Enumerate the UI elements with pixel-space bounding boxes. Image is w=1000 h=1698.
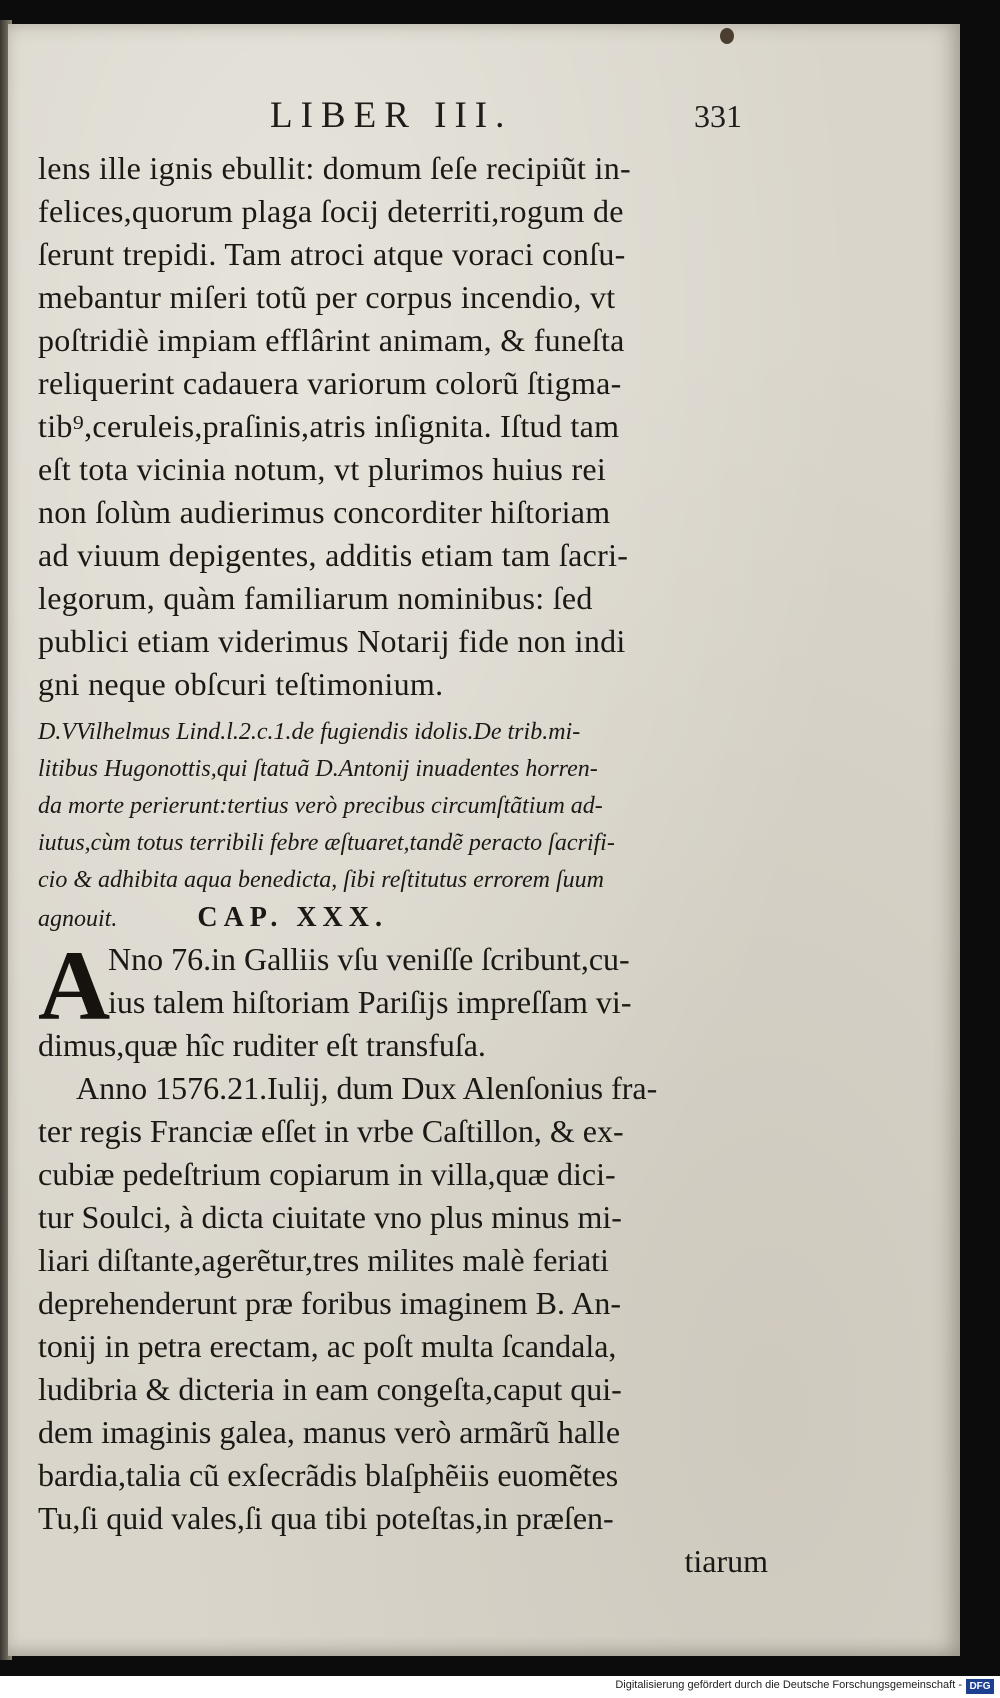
text-line: ludibria & dicteria in eam congeſta,caput qui- xyxy=(38,1371,622,1407)
summary-line: da morte perierunt:tertius verò precibus circumſtãtium ad- xyxy=(38,793,603,819)
text-line: tonij in petra erectam, ac poſt multa ſcandala, xyxy=(38,1328,617,1364)
text-line: tib⁹,ceruleis,praſinis,atris inſignita. Iſtud tam xyxy=(38,408,620,444)
dfg-logo: DFG xyxy=(966,1679,994,1694)
paragraph-3 xyxy=(38,1067,778,1583)
chapter-summary xyxy=(38,714,778,936)
text-line: Tu,ſi quid vales,ſi qua tibi poteſtas,in præſen- xyxy=(38,1500,614,1536)
text-line: ſerunt trepidi. Tam atroci atque voraci conſu- xyxy=(38,236,626,272)
text-line: dimus,quæ hîc ruditer eſt transfuſa. xyxy=(38,1027,486,1063)
text-line: ad viuum depigentes, additis etiam tam ſacri- xyxy=(38,537,629,573)
paragraph-2 xyxy=(38,930,778,1067)
text-line: felices,quorum plaga ſocij deterriti,rogum de xyxy=(38,193,624,229)
summary-line-last xyxy=(38,899,778,936)
summary-line: litibus Hugonottis,qui ſtatuã D.Antonij inuadentes horren- xyxy=(38,756,598,782)
text-line: liari diſtante,agerẽtur,tres milites malè feriati xyxy=(38,1242,609,1278)
running-head xyxy=(8,94,960,144)
text-line: tur Soulci, à dicta ciuitate vno plus minus mi- xyxy=(38,1199,622,1235)
text-line: deprehenderunt præ foribus imaginem B. An- xyxy=(38,1285,621,1321)
funding-credit: Digitalisierung gefördert durch die Deutsche Forschungsgemeinschaft - xyxy=(615,1679,962,1691)
text-line: publici etiam viderimus Notarij fide non indi xyxy=(38,623,626,659)
text-line: reliquerint cadauera variorum colorũ ſtigma- xyxy=(38,365,622,401)
summary-line: cio & adhibita aqua benedicta, ſibi reſtitutus errorem ſuum xyxy=(38,867,604,893)
digitization-footer xyxy=(0,1676,1000,1698)
text-line: cubiæ pedeſtrium copiarum in villa,quæ dici- xyxy=(38,1156,616,1192)
book-page xyxy=(8,24,960,1656)
chapter-heading: CAP. XXX. xyxy=(197,902,388,933)
paragraph-1 xyxy=(38,147,778,706)
text-line: lens ille ignis ebullit: domum ſeſe recipiũt in- xyxy=(38,150,631,186)
running-head-title: LIBER III. xyxy=(270,95,513,136)
text-line: Anno 1576.21.Iulij, dum Dux Alenſonius fra- xyxy=(76,1070,658,1106)
text-line: mebantur miſeri totũ per corpus incendio, vt xyxy=(38,279,616,315)
text-line: ter regis Franciæ eſſet in vrbe Caſtillon, & ex- xyxy=(38,1113,624,1149)
text-line: legorum, quàm familiarum nominibus: ſed xyxy=(38,580,593,616)
page-number: 331 xyxy=(694,98,742,134)
text-line: eſt tota vicinia notum, vt plurimos huius rei xyxy=(38,451,607,487)
text-line: bardia,talia cũ exſecrãdis blaſphẽiis euomẽtes xyxy=(38,1457,619,1493)
summary-line: iutus,cùm totus terribili febre æſtuaret,tandẽ peracto ſacrifi- xyxy=(38,830,615,856)
summary-line: D.VVilhelmus Lind.l.2.c.1.de fugiendis idolis.De trib.mi- xyxy=(38,719,581,745)
text-line: dem imaginis galea, manus verò armãrũ halle xyxy=(38,1414,621,1450)
text-line: Nno 76.in Galliis vſu veniſſe ſcribunt,cu- xyxy=(108,941,630,977)
text-line: ius talem hiſtoriam Pariſijs impreſſam vi- xyxy=(108,984,632,1020)
body-text xyxy=(38,147,778,1583)
catchword: tiarum xyxy=(684,1543,768,1579)
text-line: poſtridiè impiam efflârint animam, & funeſta xyxy=(38,322,625,358)
text-line: non ſolùm audierimus concorditer hiſtoriam xyxy=(38,494,611,530)
drop-cap: A xyxy=(38,930,111,1041)
summary-end: agnouit. xyxy=(38,906,118,932)
ink-blot xyxy=(720,28,734,44)
text-line: gni neque obſcuri teſtimonium. xyxy=(38,666,444,702)
